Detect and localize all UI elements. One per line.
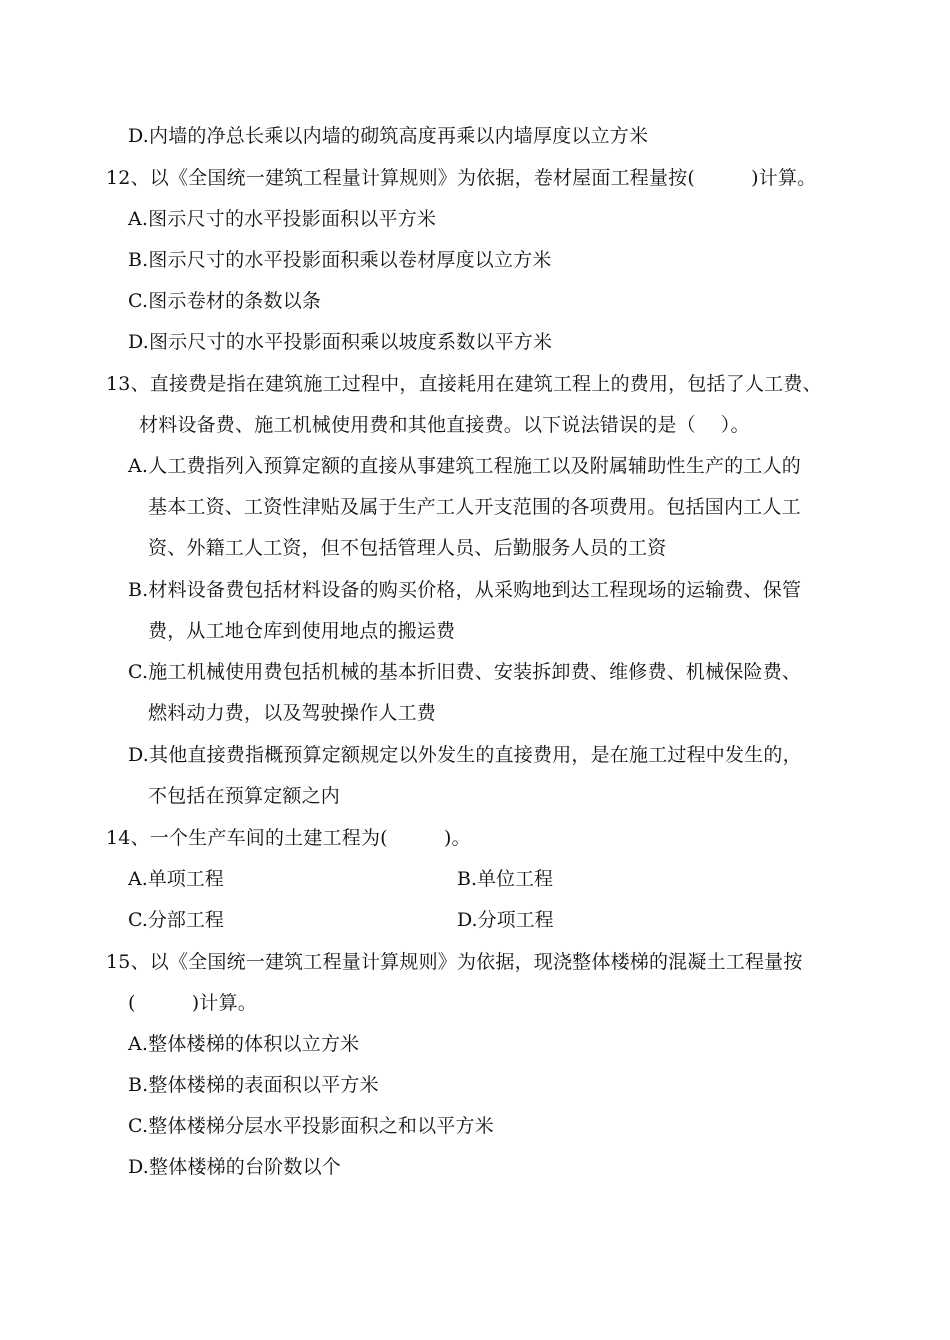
q13-option-a-line-2: 基本工资、工资性津贴及属于生产工人开支范围的各项费用。包括国内工人工: [148, 496, 801, 518]
q15-option-c: C.整体楼梯分层水平投影面积之和以平方米: [128, 1115, 494, 1137]
q14-stem: 14、一个生产车间的土建工程为( )。: [106, 827, 471, 849]
q12-option-b: B.图示尺寸的水平投影面积乘以卷材厚度以立方米: [128, 249, 552, 271]
q13-stem-line-2: 材料设备费、施工机械使用费和其他直接费。以下说法错误的是（ ）。: [139, 414, 750, 436]
q14-option-c: C.分部工程: [128, 909, 224, 931]
q15-stem-line-1: 15、以《全国统一建筑工程量计算规则》为依据，现浇整体楼梯的混凝土工程量按: [106, 951, 803, 973]
q11-option-d: D.内墙的净总长乘以内墙的砌筑高度再乘以内墙厚度以立方米: [128, 125, 649, 147]
q12-option-a: A.图示尺寸的水平投影面积以平方米: [128, 208, 437, 230]
q13-option-c-line-2: 燃料动力费，以及驾驶操作人工费: [148, 702, 437, 724]
q12-option-c: C.图示卷材的条数以条: [128, 290, 322, 312]
q13-option-a-line-3: 资、外籍工人工资，但不包括管理人员、后勤服务人员的工资: [148, 537, 667, 559]
q13-option-a-line-1: A.人工费指列入预算定额的直接从事建筑工程施工以及附属辅助性生产的工人的: [128, 455, 801, 477]
q14-option-d: D.分项工程: [457, 909, 554, 931]
q13-option-d-line-1: D.其他直接费指概预算定额规定以外发生的直接费用，是在施工过程中发生的，: [128, 744, 802, 766]
q12-option-d: D.图示尺寸的水平投影面积乘以坡度系数以平方米: [128, 331, 553, 353]
q14-option-b: B.单位工程: [457, 868, 554, 890]
q15-option-d: D.整体楼梯的台阶数以个: [128, 1156, 341, 1178]
q13-option-d-line-2: 不包括在预算定额之内: [148, 785, 341, 807]
q13-option-b-line-2: 费，从工地仓库到使用地点的搬运费: [148, 620, 456, 642]
q15-option-a: A.整体楼梯的体积以立方米: [128, 1033, 360, 1055]
q13-option-c-line-1: C.施工机械使用费包括机械的基本折旧费、安装拆卸费、维修费、机械保险费、: [128, 661, 802, 683]
q13-option-b-line-1: B.材料设备费包括材料设备的购买价格，从采购地到达工程现场的运输费、保管: [128, 579, 802, 601]
q12-stem: 12、以《全国统一建筑工程量计算规则》为依据，卷材屋面工程量按( )计算。: [106, 167, 817, 189]
q14-option-a: A.单项工程: [128, 868, 224, 890]
q15-stem-line-2: ( )计算。: [128, 992, 257, 1014]
q13-stem-line-1: 13、直接费是指在建筑施工过程中，直接耗用在建筑工程上的费用，包括了人工费、: [106, 373, 822, 395]
q15-option-b: B.整体楼梯的表面积以平方米: [128, 1074, 379, 1096]
